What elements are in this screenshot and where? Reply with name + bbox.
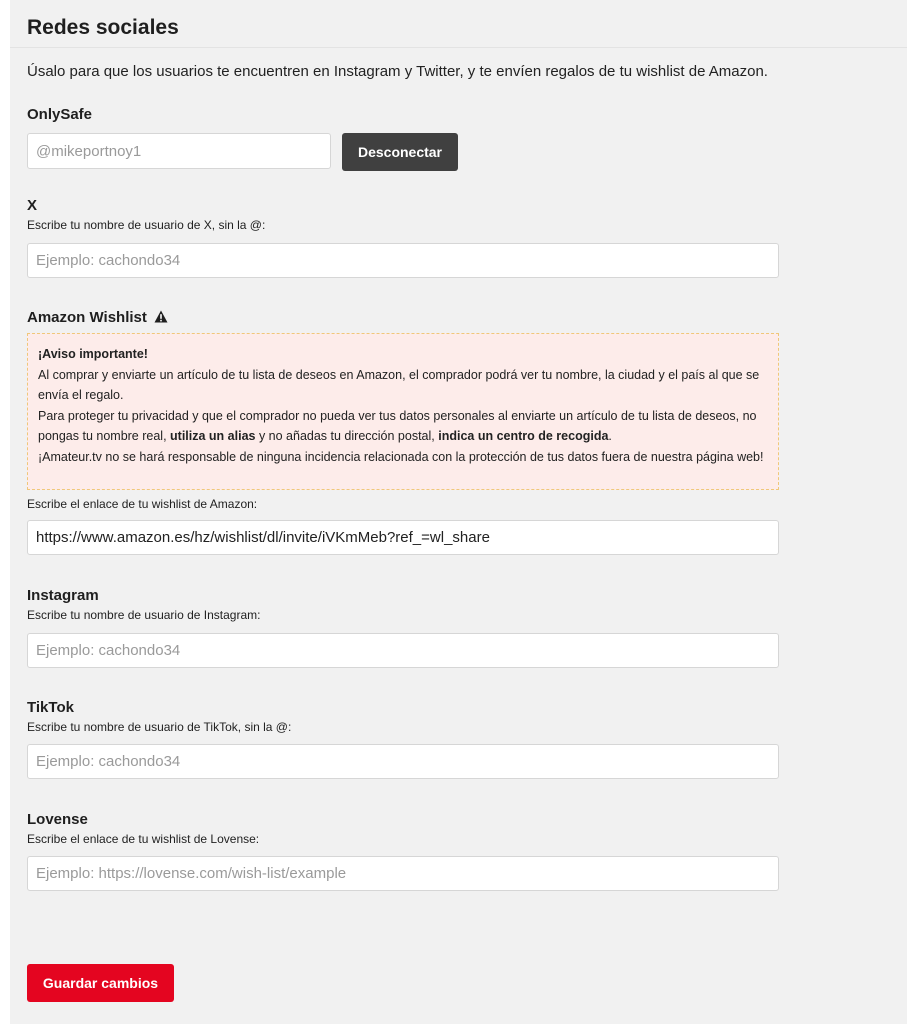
notice-paragraph-1: Al comprar y enviarte un artículo de tu lista de deseos en Amazon, el comprador podrá ver tu nombre, la ciudad y el país al que se envía el regalo. <box>38 367 760 402</box>
amazon-wishlist-title-text: Amazon Wishlist <box>27 309 147 326</box>
notice-paragraph-2-part-2: y no añadas tu dirección postal, <box>255 429 439 443</box>
onlysafe-title: OnlySafe <box>27 106 93 123</box>
x-username-input[interactable] <box>27 243 779 278</box>
amazon-wishlist-input[interactable] <box>27 520 779 555</box>
notice-heading: ¡Aviso importante! <box>38 347 148 361</box>
notice-bold-use-alias: utiliza un alias <box>170 429 256 443</box>
page-description: Úsalo para que los usuarios te encuentren en Instagram y Twitter, y te envíen regalos de tu wishlist de Amazon. <box>27 63 768 80</box>
onlysafe-username-input <box>27 133 331 169</box>
notice-bold-pickup-point: indica un centro de recogida <box>438 429 609 443</box>
tiktok-helper-text: Escribe tu nombre de usuario de TikTok, sin la @: <box>27 720 292 734</box>
lovense-wishlist-input[interactable] <box>27 856 779 891</box>
panel-header <box>10 0 907 48</box>
instagram-title: Instagram <box>27 587 99 604</box>
instagram-username-input[interactable] <box>27 633 779 668</box>
notice-paragraph-2-part-1: Para proteger tu privacidad y que el comprador no pueda ver tus datos personales al enviarte un artículo de tu lista de deseos, no pongas tu nombre real, <box>38 408 757 443</box>
instagram-helper-text: Escribe tu nombre de usuario de Instagram: <box>27 608 261 622</box>
disconnect-button[interactable]: Desconectar <box>342 133 458 171</box>
tiktok-username-input[interactable] <box>27 744 779 779</box>
save-changes-button[interactable]: Guardar cambios <box>27 964 174 1002</box>
tiktok-title: TikTok <box>27 699 74 716</box>
notice-paragraph-2-part-3: . <box>608 429 612 443</box>
x-helper-text: Escribe tu nombre de usuario de X, sin la @: <box>27 218 266 232</box>
amazon-wishlist-title <box>27 308 168 329</box>
notice-paragraph-2 <box>38 406 768 447</box>
social-networks-panel <box>10 0 907 1024</box>
notice-paragraph-3: ¡Amateur.tv no se hará responsable de ninguna incidencia relacionada con la protección de tus datos fuera de nuestra página web! <box>38 449 764 464</box>
lovense-title: Lovense <box>27 811 88 828</box>
x-title: X <box>27 197 38 214</box>
amazon-privacy-notice <box>27 333 779 490</box>
lovense-helper-text: Escribe el enlace de tu wishlist de Lovense: <box>27 832 260 846</box>
warning-triangle-icon <box>154 309 168 329</box>
amazon-helper-text: Escribe el enlace de tu wishlist de Amazon: <box>27 497 258 511</box>
page-title: Redes sociales <box>27 16 179 39</box>
